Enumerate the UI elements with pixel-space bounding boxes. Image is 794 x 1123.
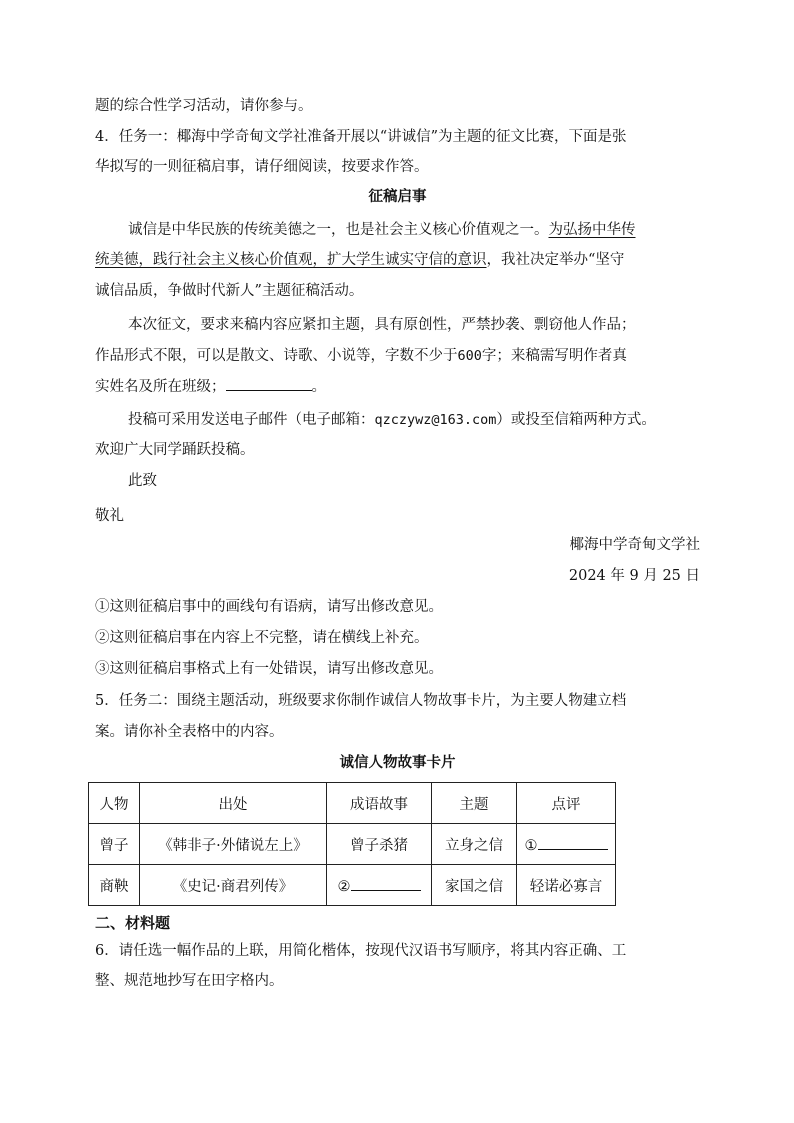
notice-p2-text-2: 字；来稿需写明作者真: [481, 348, 627, 364]
notice-paragraph-2-line-2: [95, 345, 705, 367]
header-person: 人物: [89, 783, 140, 824]
notice-p3-text-2: ）或投至信箱两种方式。: [496, 412, 656, 428]
subquestion-1: ①这则征稿启事中的画线句有语病，请写出修改意见。: [95, 599, 443, 615]
subquestion-3: ③这则征稿启事格式上有一处错误，请写出修改意见。: [95, 661, 443, 677]
notice-paragraph-2-line-1: 本次征文，要求来稿内容应紧扣主题，具有原创性，严禁抄袭、剽窃他人作品；: [128, 317, 636, 333]
greeting-line-1: 此致: [128, 473, 157, 489]
question-4-line-2: 华拟写的一则征稿启事，请仔细阅读，按要求作答。: [95, 159, 429, 175]
notice-p1-rest: ，我社决定举办“坚守: [486, 252, 625, 268]
story-card-table: [88, 782, 616, 906]
cell-comment: 轻诺必寡言: [517, 865, 616, 906]
cell-theme: 家国之信: [432, 865, 517, 906]
greeting-line-2: 敬礼: [95, 508, 124, 524]
email-address: qzczywz@163.com: [374, 412, 497, 428]
cell-idiom: 曾子杀猪: [327, 824, 432, 865]
notice-paragraph-2-line-3: [95, 376, 705, 398]
notice-date: 2024 年 9 月 25 日: [568, 568, 700, 584]
question-6-line-1: 6．请任选一幅作品的上联，用简化楷体，按现代汉语书写顺序，将其内容正确、工: [95, 943, 627, 959]
notice-p2-text: 作品形式不限，可以是散文、诗歌、小说等，字数不少于: [95, 348, 458, 364]
header-source: 出处: [140, 783, 327, 824]
section-2-title: 二、材料题: [95, 914, 171, 932]
fill-blank-line[interactable]: [226, 376, 312, 391]
blank-marker-2: ②: [337, 878, 351, 895]
header-theme: 主题: [432, 783, 517, 824]
notice-paragraph-3-line-2: 欢迎广大同学踊跃投稿。: [95, 442, 255, 458]
table-row: [89, 824, 616, 865]
question-4-line-1: 4．任务一：椰海中学奇甸文学社准备开展以“讲诚信”为主题的征文比赛，下面是张: [95, 129, 627, 145]
intro-text: 题的综合性学习活动，请你参与。: [95, 98, 313, 114]
blank-marker-1: ①: [524, 837, 538, 854]
notice-title: 征稿启事: [368, 188, 427, 205]
notice-p1-plain: 诚信是中华民族的传统美德之一，也是社会主义核心价值观之一。: [128, 222, 549, 238]
idiom-fill-line[interactable]: [351, 876, 421, 891]
question-6-line-2: 整、规范地抄写在田字格内。: [95, 973, 284, 989]
subquestion-2: ②这则征稿启事在内容上不完整，请在横线上补充。: [95, 630, 429, 646]
notice-paragraph-1-line-1: [128, 219, 708, 241]
cell-person: 商鞅: [89, 865, 140, 906]
cell-person: 曾子: [89, 824, 140, 865]
cell-idiom-blank[interactable]: [327, 865, 432, 906]
question-5-line-2: 案。请你补全表格中的内容。: [95, 724, 284, 740]
cell-source: 《史记·商君列传》: [140, 865, 327, 906]
word-count: 600: [457, 348, 482, 364]
cell-theme: 立身之信: [432, 824, 517, 865]
notice-p2-text-3: 实姓名及所在班级；: [95, 379, 226, 395]
notice-paragraph-1-line-2: [95, 249, 705, 271]
notice-signer: 椰海中学奇甸文学社: [569, 537, 700, 553]
comment-fill-line[interactable]: [538, 835, 608, 850]
header-comment: 点评: [517, 783, 616, 824]
table-header-row: [89, 783, 616, 824]
notice-p3-text: 投稿可采用发送电子邮件（电子邮箱：: [128, 412, 375, 428]
header-idiom: 成语故事: [327, 783, 432, 824]
notice-paragraph-3-line-1: [128, 409, 708, 431]
notice-p2-end: 。: [311, 379, 326, 395]
notice-paragraph-1-line-3: 诚信品质，争做时代新人”主题征稿活动。: [95, 283, 364, 299]
cell-comment-blank[interactable]: [517, 824, 616, 865]
underlined-sentence-part-2: 统美德，践行社会主义核心价值观，扩大学生诚实守信的意识: [95, 252, 487, 268]
question-5-line-1: 5．任务二：围绕主题活动，班级要求你制作诚信人物故事卡片，为主要人物建立档: [95, 693, 627, 709]
underlined-sentence-part-1: 为弘扬中华传: [548, 222, 636, 238]
table-row: [89, 865, 616, 906]
card-title: 诚信人物故事卡片: [339, 754, 456, 771]
cell-source: 《韩非子·外储说左上》: [140, 824, 327, 865]
